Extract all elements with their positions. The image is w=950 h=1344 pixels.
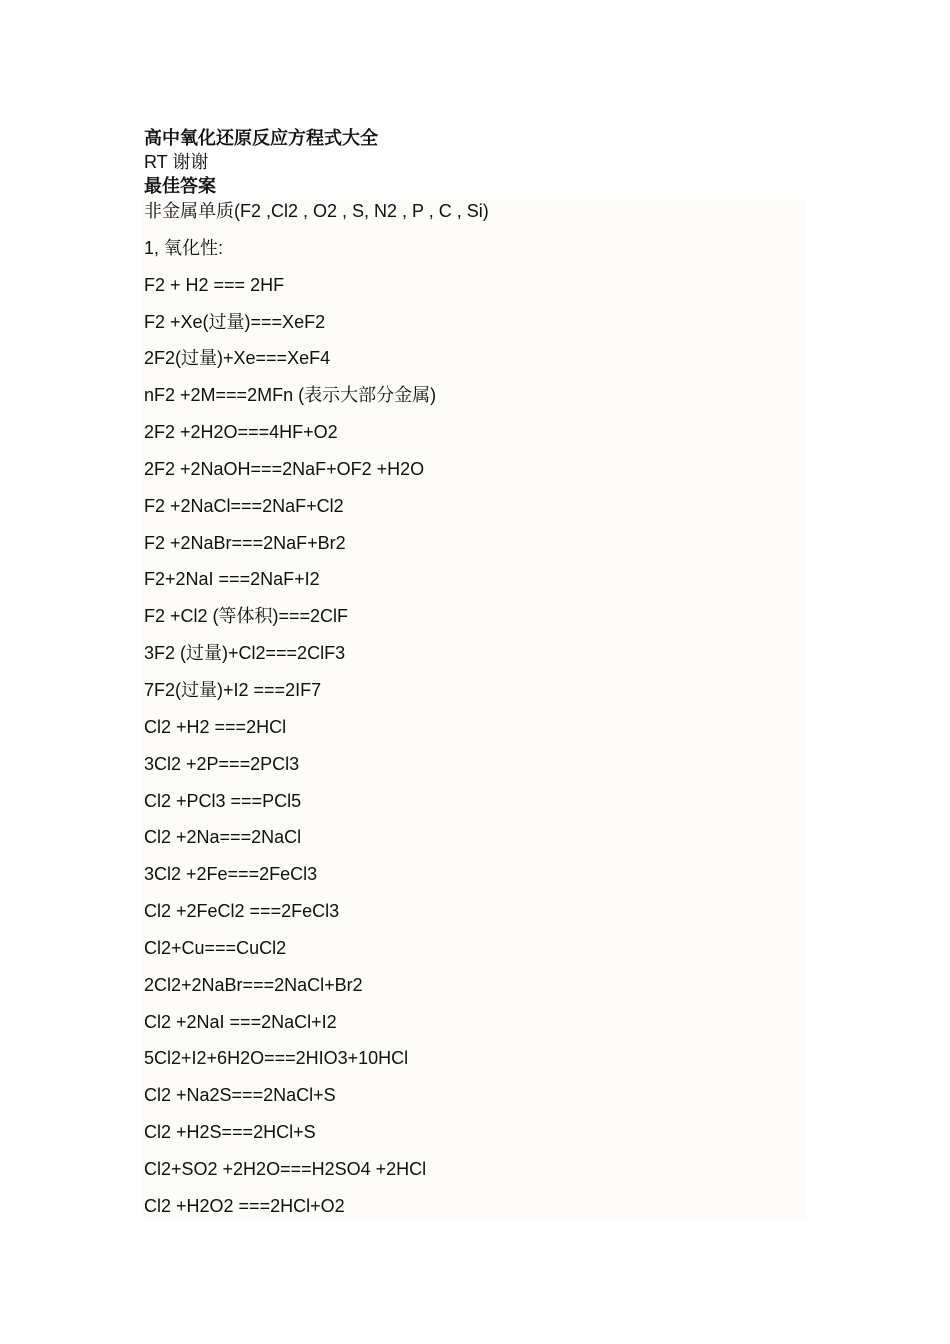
- answer-line: F2 +Xe(过量)===XeF2: [144, 311, 326, 332]
- answer-line: 非金属单质(F2 ,Cl2 , O2 , S, N2 , P , C , Si): [144, 201, 489, 221]
- answer-line: 2F2 +2NaOH===2NaF+OF2 +H2O: [144, 458, 425, 479]
- answer-line: F2 + H2 === 2HF: [144, 274, 285, 295]
- answer-line: 3Cl2 +2P===2PCl3: [144, 753, 300, 774]
- answer-line: Cl2 +Na2S===2NaCl+S: [144, 1085, 336, 1106]
- answer-line: 2Cl2+2NaBr===2NaCl+Br2: [144, 974, 363, 995]
- document-title: 高中氧化还原反应方程式大全: [144, 128, 378, 148]
- answer-line: Cl2 +2FeCl2 ===2FeCl3: [144, 901, 340, 922]
- answer-line: Cl2 +PCl3 ===PCl5: [144, 790, 302, 811]
- answer-line: 7F2(过量)+I2 ===2IF7: [144, 679, 322, 700]
- answer-line: F2 +2NaBr===2NaF+Br2: [144, 532, 346, 553]
- answer-lines: [144, 199, 489, 1231]
- question-text: RT 谢谢: [144, 152, 209, 172]
- answer-line: F2 +2NaCl===2NaF+Cl2: [144, 495, 344, 516]
- best-answer-heading: 最佳答案: [144, 176, 216, 196]
- answer-line: 3Cl2 +2Fe===2FeCl3: [144, 864, 318, 885]
- answer-line: Cl2+SO2 +2H2O===H2SO4 +2HCl: [144, 1158, 427, 1179]
- answer-line: F2+2NaI ===2NaF+I2: [144, 569, 320, 590]
- answer-line: Cl2 +H2O2 ===2HCl+O2: [144, 1195, 345, 1216]
- answer-line: F2 +Cl2 (等体积)===2ClF: [144, 606, 349, 627]
- answer-block: [142, 199, 806, 1219]
- answer-line: Cl2 +2NaI ===2NaCl+I2: [144, 1011, 337, 1032]
- answer-line: Cl2 +2Na===2NaCl: [144, 827, 302, 848]
- answer-line: Cl2 +H2 ===2HCl: [144, 716, 287, 737]
- answer-line: Cl2+Cu===CuCl2: [144, 937, 287, 958]
- answer-line: 2F2 +2H2O===4HF+O2: [144, 422, 338, 443]
- answer-line: 5Cl2+I2+6H2O===2HIO3+10HCl: [144, 1048, 409, 1069]
- answer-line: nF2 +2M===2MFn (表示大部分金属): [144, 385, 437, 406]
- answer-line: 3F2 (过量)+Cl2===2ClF3: [144, 643, 346, 664]
- answer-line: 1, 氧化性:: [144, 237, 224, 258]
- answer-line: Cl2 +H2S===2HCl+S: [144, 1122, 316, 1143]
- answer-line: 2F2(过量)+Xe===XeF4: [144, 348, 331, 369]
